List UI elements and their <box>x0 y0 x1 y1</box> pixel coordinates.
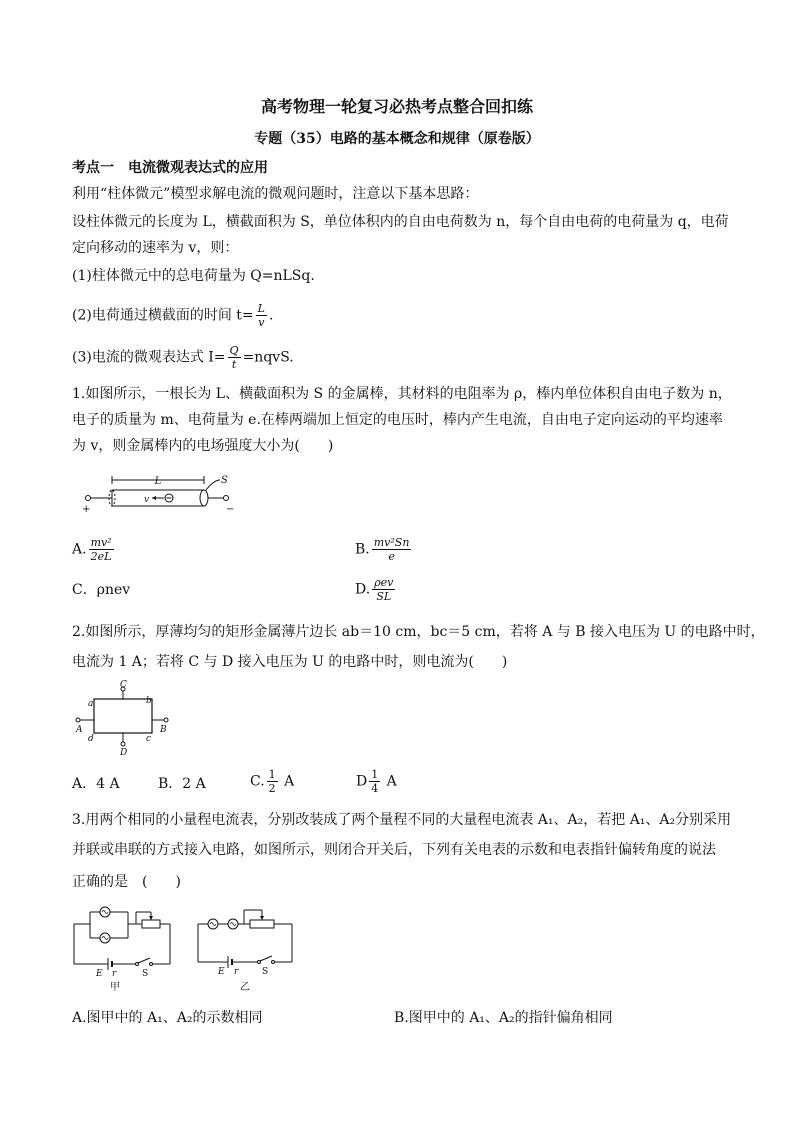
q1-option-d <box>355 576 397 603</box>
fraction-denominator: 2 <box>268 782 276 795</box>
q2-plate-figure <box>72 680 172 756</box>
doc-title: 高考物理一轮复习必热考点整合回扣练 <box>260 97 533 116</box>
q3-line-2: 并联或串联的方式接入电路，如图所示，则闭合开关后，下列有关电表的示数和电表指针偏转角度的说法 <box>72 842 716 858</box>
q2-fig-label-b: b <box>146 696 152 706</box>
fraction-denominator: 2eL <box>90 550 112 563</box>
intro-text: 利用“柱体微元”模型求解电流的微观问题时，注意以下基本思路： <box>72 186 479 202</box>
fraction-numerator: ρev <box>374 576 394 589</box>
q1-option-c: C．ρnev <box>72 582 131 598</box>
q2-fig-label-d-upper: D <box>120 748 128 758</box>
q3-circuit-jia <box>72 902 182 992</box>
q1-option-d-fraction <box>372 576 395 603</box>
q2-option-c-fraction <box>267 768 278 795</box>
fraction-denominator: 4 <box>371 782 379 795</box>
fraction-numerator: mv²Sn <box>373 536 410 549</box>
q1-fig-label-v: v <box>144 495 150 505</box>
fraction-numerator: 1 <box>371 768 379 781</box>
q2-line-1: 2.如图所示，厚薄均匀的矩形金属薄片边长 ab＝10 cm，bc＝5 cm，若将 A 与 B 接入电压为 U 的电路中时， <box>72 624 765 640</box>
option-label: D. <box>355 581 371 598</box>
q3-line-1: 3.用两个相同的小量程电流表，分别改装成了两个量程不同的大量程电流表 A₁、A₂，若把 A₁、A₂分别采用 <box>72 812 732 828</box>
point-2-prefix: (2)电荷通过横截面的时间 t= <box>72 307 254 324</box>
q1-option-a <box>72 536 116 563</box>
q2-fig-label-c-upper: C <box>120 680 127 690</box>
q1-option-a-fraction <box>89 536 114 563</box>
doc-subtitle: 专题（35）电路的基本概念和规律（原卷版） <box>254 131 540 147</box>
q2-fig-label-a-upper: A <box>76 725 83 735</box>
fraction-l-over-v <box>256 302 267 329</box>
q2-line-2: 电流为 1 A；若将 C 与 D 接入电压为 U 的电路中时，则电流为( ) <box>72 654 508 670</box>
q2-option-b: B．2 A <box>158 776 206 792</box>
fraction-denominator: e <box>388 550 395 563</box>
q2-option-d-fraction <box>369 768 380 795</box>
q2-option-c <box>250 768 294 795</box>
point-3-suffix: =nqvS. <box>242 349 294 366</box>
point-2-suffix: . <box>268 307 274 324</box>
option-label: D <box>356 773 368 790</box>
q2-fig-label-d: d <box>88 734 94 744</box>
fraction-denominator: SL <box>376 590 392 603</box>
q2-fig-label-b-upper: B <box>160 725 167 735</box>
q3-yi-label-e: E <box>218 967 225 977</box>
fraction-numerator: L <box>257 302 265 315</box>
q3-yi-label-s: S <box>262 967 269 977</box>
q3-line-3: 正确的是 ( ) <box>72 874 181 890</box>
q3-jia-caption: 甲 <box>110 982 120 993</box>
option-label: B. <box>355 541 370 558</box>
fraction-q-over-t <box>228 344 241 371</box>
setup-line-2: 定向移动的速率为 v，则： <box>72 240 239 256</box>
option-label: C. <box>250 773 265 790</box>
q3-jia-label-s: S <box>142 969 149 979</box>
q3-option-b: B.图甲中的 A₁、A₂的指针偏角相同 <box>394 1010 613 1026</box>
q1-line-2: 电子的质量为 m、电荷量为 e.在棒两端加上恒定的电压时，棒内产生电流，自由电子定向运动的平均速率 <box>72 412 723 428</box>
q3-yi-caption: 乙 <box>240 982 250 993</box>
fraction-denominator: t <box>231 358 237 371</box>
q1-fig-minus: − <box>226 504 235 515</box>
q1-line-3: 为 v，则金属棒内的电场强度大小为( ) <box>72 438 334 454</box>
unit: A <box>382 773 397 790</box>
point-3 <box>72 344 294 371</box>
q3-yi-label-r: r <box>234 967 239 977</box>
q1-fig-label-l: L <box>154 476 162 487</box>
setup-line-1: 设柱体微元的长度为 L，横截面积为 S，单位体积内的自由电荷数为 n，每个自由电荷的电荷量为 q，电荷 <box>72 214 729 230</box>
point-1: (1)柱体微元中的总电荷量为 Q=nLSq. <box>72 268 315 284</box>
point-2 <box>72 302 273 329</box>
q2-fig-label-c: c <box>146 734 152 744</box>
fraction-numerator: Q <box>229 344 239 357</box>
q3-circuit-yi <box>196 906 306 996</box>
q3-jia-label-e: E <box>96 969 103 979</box>
q2-option-d <box>356 768 397 795</box>
q1-fig-label-s: S <box>221 475 228 486</box>
fraction-denominator: v <box>258 316 265 329</box>
section-heading: 考点一 电流微观表达式的应用 <box>72 160 268 176</box>
unit: A <box>279 773 295 790</box>
fraction-numerator: 1 <box>268 768 276 781</box>
q1-option-b <box>355 536 413 563</box>
q3-option-a: A.图甲中的 A₁、A₂的示数相同 <box>72 1010 263 1026</box>
q3-jia-label-r: r <box>112 969 117 979</box>
q2-fig-label-a: a <box>88 699 94 709</box>
option-label: A. <box>72 541 87 558</box>
q1-option-b-fraction <box>372 536 412 563</box>
point-3-prefix: (3)电流的微观表达式 I= <box>72 349 226 366</box>
q1-line-1: 1.如图所示，一根长为 L、横截面积为 S 的金属棒，其材料的电阻率为 ρ，棒内单位体积自由电子数为 n， <box>72 386 732 402</box>
q1-rod-figure <box>78 472 248 516</box>
q2-option-a: A．4 A <box>72 776 120 792</box>
fraction-numerator: mv² <box>90 536 112 549</box>
q1-fig-plus: + <box>82 504 91 515</box>
